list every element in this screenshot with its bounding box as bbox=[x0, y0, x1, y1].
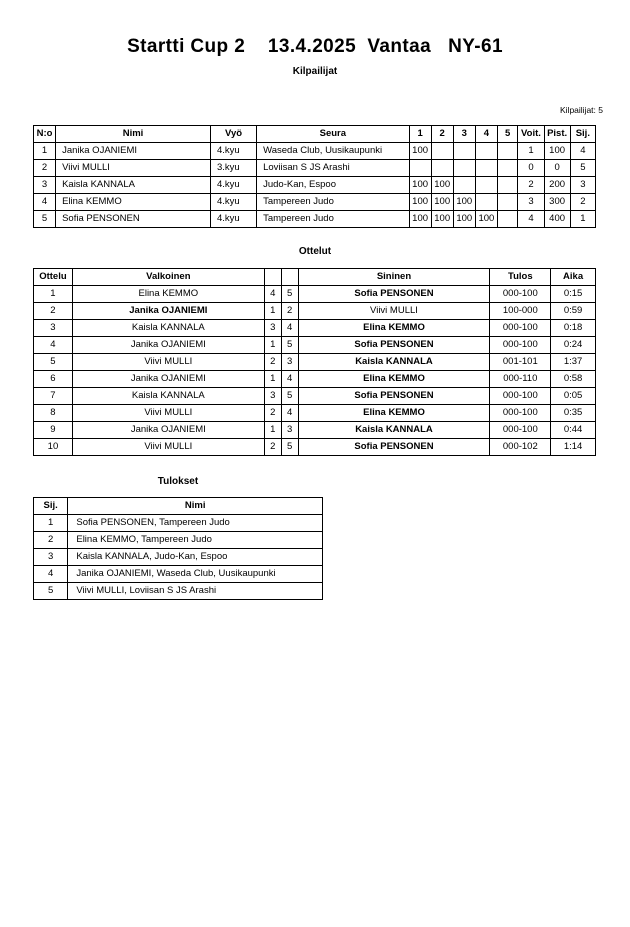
cell-blue-seed: 3 bbox=[281, 354, 298, 371]
table-row bbox=[34, 177, 596, 194]
competition-report-page bbox=[0, 36, 630, 927]
cell-blue: Sofia PENSONEN bbox=[298, 388, 490, 405]
col-header-name: Nimi bbox=[68, 498, 323, 515]
cell-time: 0:44 bbox=[551, 422, 596, 439]
cell-white: Janika OJANIEMI bbox=[72, 303, 264, 320]
cell-blue-seed: 5 bbox=[281, 286, 298, 303]
cell-club: Judo-Kan, Espoo bbox=[257, 177, 409, 194]
cell-name: Janika OJANIEMI bbox=[56, 143, 211, 160]
table-row bbox=[34, 566, 323, 583]
cell-round-2: 100 bbox=[431, 211, 453, 228]
cell-rank: 1 bbox=[34, 515, 68, 532]
cell-time: 0:15 bbox=[551, 286, 596, 303]
cell-round-3 bbox=[453, 160, 475, 177]
cell-rank: 3 bbox=[570, 177, 595, 194]
cell-blue-seed: 4 bbox=[281, 320, 298, 337]
cell-belt: 4.kyu bbox=[210, 177, 256, 194]
cell-white-seed: 2 bbox=[264, 439, 281, 456]
cell-round-5 bbox=[497, 177, 518, 194]
cell-time: 0:58 bbox=[551, 371, 596, 388]
cell-round-2 bbox=[431, 160, 453, 177]
col-header-rank: Sij. bbox=[570, 126, 595, 143]
results-table bbox=[33, 497, 323, 600]
cell-round-4 bbox=[475, 160, 497, 177]
matches-table bbox=[33, 268, 596, 456]
cell-blue: Elina KEMMO bbox=[298, 320, 490, 337]
cell-name: Elina KEMMO bbox=[56, 194, 211, 211]
cell-match-number: 3 bbox=[34, 320, 73, 337]
cell-result: 001-101 bbox=[490, 354, 551, 371]
matches-section-label: Ottelut bbox=[298, 246, 332, 257]
cell-white: Kaisla KANNALA bbox=[72, 388, 264, 405]
cell-time: 0:18 bbox=[551, 320, 596, 337]
cell-white: Janika OJANIEMI bbox=[72, 422, 264, 439]
col-header-round-1: 1 bbox=[409, 126, 431, 143]
cell-blue-seed: 4 bbox=[281, 405, 298, 422]
cell-number: 5 bbox=[34, 211, 56, 228]
competitors-section-label: Kilpailijat bbox=[292, 66, 338, 77]
cell-round-3 bbox=[453, 177, 475, 194]
table-row bbox=[34, 354, 596, 371]
cell-blue: Sofia PENSONEN bbox=[298, 439, 490, 456]
table-header-row bbox=[34, 498, 323, 515]
cell-round-2 bbox=[431, 143, 453, 160]
cell-round-1: 100 bbox=[409, 194, 431, 211]
cell-white: Kaisla KANNALA bbox=[72, 320, 264, 337]
cell-round-5 bbox=[497, 160, 518, 177]
cell-name: Elina KEMMO, Tampereen Judo bbox=[68, 532, 323, 549]
cell-blue: Sofia PENSONEN bbox=[298, 286, 490, 303]
table-row bbox=[34, 405, 596, 422]
results-section-label: Tulokset bbox=[157, 476, 199, 487]
col-header-white-seed bbox=[264, 269, 281, 286]
table-row bbox=[34, 320, 596, 337]
cell-name: Viivi MULLI, Loviisan S JS Arashi bbox=[68, 583, 323, 600]
cell-belt: 3.kyu bbox=[210, 160, 256, 177]
cell-number: 4 bbox=[34, 194, 56, 211]
cell-points: 200 bbox=[544, 177, 570, 194]
cell-white-seed: 2 bbox=[264, 405, 281, 422]
cell-white: Viivi MULLI bbox=[72, 439, 264, 456]
cell-time: 0:35 bbox=[551, 405, 596, 422]
col-header-time: Aika bbox=[551, 269, 596, 286]
cell-blue: Sofia PENSONEN bbox=[298, 337, 490, 354]
cell-match-number: 9 bbox=[34, 422, 73, 439]
cell-club: Loviisan S JS Arashi bbox=[257, 160, 409, 177]
table-header-row bbox=[34, 126, 596, 143]
cell-rank: 3 bbox=[34, 549, 68, 566]
cell-blue: Elina KEMMO bbox=[298, 371, 490, 388]
cell-rank: 5 bbox=[34, 583, 68, 600]
cell-time: 1:14 bbox=[551, 439, 596, 456]
cell-rank: 2 bbox=[34, 532, 68, 549]
cell-white: Viivi MULLI bbox=[72, 405, 264, 422]
cell-white-seed: 1 bbox=[264, 371, 281, 388]
table-row bbox=[34, 583, 323, 600]
cell-white-seed: 3 bbox=[264, 388, 281, 405]
table-row bbox=[34, 422, 596, 439]
cell-blue-seed: 5 bbox=[281, 337, 298, 354]
cell-round-4 bbox=[475, 194, 497, 211]
cell-result: 000-110 bbox=[490, 371, 551, 388]
cell-name: Sofia PENSONEN, Tampereen Judo bbox=[68, 515, 323, 532]
cell-result: 000-102 bbox=[490, 439, 551, 456]
cell-club: Tampereen Judo bbox=[257, 194, 409, 211]
cell-white: Elina KEMMO bbox=[72, 286, 264, 303]
cell-points: 300 bbox=[544, 194, 570, 211]
cell-points: 0 bbox=[544, 160, 570, 177]
col-header-club: Seura bbox=[257, 126, 409, 143]
cell-result: 000-100 bbox=[490, 320, 551, 337]
col-header-points: Pist. bbox=[544, 126, 570, 143]
cell-blue: Elina KEMMO bbox=[298, 405, 490, 422]
cell-name: Viivi MULLI bbox=[56, 160, 211, 177]
cell-round-5 bbox=[497, 143, 518, 160]
cell-name: Sofia PENSONEN bbox=[56, 211, 211, 228]
cell-round-1: 100 bbox=[409, 143, 431, 160]
table-row bbox=[34, 515, 323, 532]
table-row bbox=[34, 532, 323, 549]
cell-result: 000-100 bbox=[490, 337, 551, 354]
col-header-belt: Vyö bbox=[210, 126, 256, 143]
cell-white-seed: 1 bbox=[264, 337, 281, 354]
cell-rank: 5 bbox=[570, 160, 595, 177]
cell-blue: Viivi MULLI bbox=[298, 303, 490, 320]
cell-round-4 bbox=[475, 143, 497, 160]
cell-rank: 4 bbox=[34, 566, 68, 583]
cell-blue: Kaisla KANNALA bbox=[298, 354, 490, 371]
col-header-white: Valkoinen bbox=[72, 269, 264, 286]
col-header-blue-seed bbox=[281, 269, 298, 286]
cell-round-3 bbox=[453, 143, 475, 160]
cell-time: 0:24 bbox=[551, 337, 596, 354]
cell-wins: 2 bbox=[518, 177, 544, 194]
cell-points: 100 bbox=[544, 143, 570, 160]
cell-wins: 4 bbox=[518, 211, 544, 228]
table-row bbox=[34, 439, 596, 456]
table-row bbox=[34, 211, 596, 228]
table-row bbox=[34, 303, 596, 320]
cell-round-2: 100 bbox=[431, 194, 453, 211]
cell-round-5 bbox=[497, 194, 518, 211]
cell-round-1: 100 bbox=[409, 211, 431, 228]
cell-name: Janika OJANIEMI, Waseda Club, Uusikaupunki bbox=[68, 566, 323, 583]
cell-white: Janika OJANIEMI bbox=[72, 371, 264, 388]
cell-round-3: 100 bbox=[453, 194, 475, 211]
cell-white-seed: 2 bbox=[264, 354, 281, 371]
cell-round-1: 100 bbox=[409, 177, 431, 194]
cell-result: 000-100 bbox=[490, 405, 551, 422]
cell-blue-seed: 5 bbox=[281, 388, 298, 405]
cell-white-seed: 4 bbox=[264, 286, 281, 303]
cell-white-seed: 3 bbox=[264, 320, 281, 337]
cell-result: 100-000 bbox=[490, 303, 551, 320]
cell-club: Waseda Club, Uusikaupunki bbox=[257, 143, 409, 160]
cell-round-4 bbox=[475, 177, 497, 194]
cell-result: 000-100 bbox=[490, 388, 551, 405]
col-header-round-4: 4 bbox=[475, 126, 497, 143]
cell-belt: 4.kyu bbox=[210, 194, 256, 211]
cell-belt: 4.kyu bbox=[210, 211, 256, 228]
cell-time: 1:37 bbox=[551, 354, 596, 371]
competitors-table bbox=[33, 125, 596, 228]
cell-match-number: 5 bbox=[34, 354, 73, 371]
cell-match-number: 7 bbox=[34, 388, 73, 405]
cell-result: 000-100 bbox=[490, 286, 551, 303]
table-row bbox=[34, 337, 596, 354]
cell-white: Viivi MULLI bbox=[72, 354, 264, 371]
cell-match-number: 10 bbox=[34, 439, 73, 456]
table-row bbox=[34, 388, 596, 405]
table-row bbox=[34, 143, 596, 160]
cell-number: 1 bbox=[34, 143, 56, 160]
cell-wins: 1 bbox=[518, 143, 544, 160]
cell-blue-seed: 4 bbox=[281, 371, 298, 388]
cell-match-number: 6 bbox=[34, 371, 73, 388]
col-header-round-3: 3 bbox=[453, 126, 475, 143]
cell-blue: Kaisla KANNALA bbox=[298, 422, 490, 439]
cell-name: Kaisla KANNALA bbox=[56, 177, 211, 194]
col-header-number: N:o bbox=[34, 126, 56, 143]
table-row bbox=[34, 371, 596, 388]
cell-match-number: 4 bbox=[34, 337, 73, 354]
cell-match-number: 8 bbox=[34, 405, 73, 422]
cell-match-number: 2 bbox=[34, 303, 73, 320]
col-header-wins: Voit. bbox=[518, 126, 544, 143]
cell-round-3: 100 bbox=[453, 211, 475, 228]
cell-wins: 0 bbox=[518, 160, 544, 177]
cell-white-seed: 1 bbox=[264, 422, 281, 439]
cell-number: 3 bbox=[34, 177, 56, 194]
col-header-round-2: 2 bbox=[431, 126, 453, 143]
cell-time: 0:59 bbox=[551, 303, 596, 320]
cell-round-1 bbox=[409, 160, 431, 177]
table-row bbox=[34, 160, 596, 177]
col-header-blue: Sininen bbox=[298, 269, 490, 286]
cell-rank: 4 bbox=[570, 143, 595, 160]
table-row bbox=[34, 286, 596, 303]
cell-points: 400 bbox=[544, 211, 570, 228]
table-row bbox=[34, 194, 596, 211]
competitor-count: Kilpailijat: 5 bbox=[560, 105, 603, 115]
cell-blue-seed: 3 bbox=[281, 422, 298, 439]
cell-number: 2 bbox=[34, 160, 56, 177]
cell-round-5 bbox=[497, 211, 518, 228]
cell-club: Tampereen Judo bbox=[257, 211, 409, 228]
cell-rank: 1 bbox=[570, 211, 595, 228]
cell-time: 0:05 bbox=[551, 388, 596, 405]
col-header-round-5: 5 bbox=[497, 126, 518, 143]
cell-name: Kaisla KANNALA, Judo-Kan, Espoo bbox=[68, 549, 323, 566]
cell-white: Janika OJANIEMI bbox=[72, 337, 264, 354]
cell-round-4: 100 bbox=[475, 211, 497, 228]
col-header-rank: Sij. bbox=[34, 498, 68, 515]
cell-white-seed: 1 bbox=[264, 303, 281, 320]
cell-wins: 3 bbox=[518, 194, 544, 211]
cell-rank: 2 bbox=[570, 194, 595, 211]
page-title: Startti Cup 2 13.4.2025 Vantaa NY-61 bbox=[127, 36, 503, 57]
col-header-name: Nimi bbox=[56, 126, 211, 143]
table-header-row bbox=[34, 269, 596, 286]
col-header-result: Tulos bbox=[490, 269, 551, 286]
cell-belt: 4.kyu bbox=[210, 143, 256, 160]
cell-round-2: 100 bbox=[431, 177, 453, 194]
cell-blue-seed: 5 bbox=[281, 439, 298, 456]
col-header-match-number: Ottelu bbox=[34, 269, 73, 286]
cell-match-number: 1 bbox=[34, 286, 73, 303]
cell-blue-seed: 2 bbox=[281, 303, 298, 320]
table-row bbox=[34, 549, 323, 566]
cell-result: 000-100 bbox=[490, 422, 551, 439]
